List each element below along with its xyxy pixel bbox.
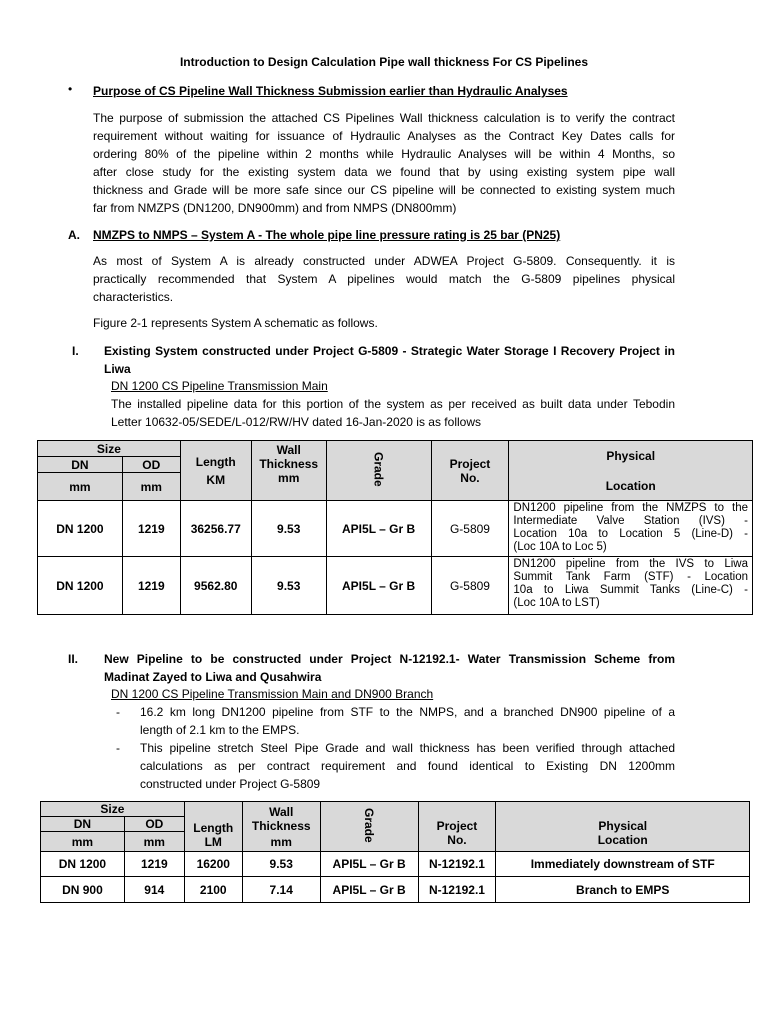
- location-cell: DN1200 pipeline from the IVS to Liwa Summit Tank Farm (STF) - Location 10a to Liwa Summit Tanks (Line-C) - (Loc 10A to LST): [509, 557, 753, 615]
- dn-unit-header: mm: [38, 473, 123, 501]
- od-header: OD: [124, 817, 184, 832]
- section-ii-marker: II.: [68, 652, 79, 666]
- size-header: Size: [38, 441, 181, 457]
- new-pipeline-table: [40, 801, 750, 903]
- section-i-heading: Existing System constructed under Project G-5809 - Strategic Water Storage I Recovery Project in Liwa: [104, 344, 675, 376]
- physical-location-header: Physical Location: [509, 441, 753, 501]
- section-i-marker: I.: [72, 344, 79, 358]
- document-title: Introduction to Design Calculation Pipe wall thickness For CS Pipelines: [179, 55, 589, 69]
- table-row: DN 900 914 2100 7.14 API5L – Gr B N-12192.1 Branch to EMPS: [41, 877, 750, 903]
- dn-header: DN: [38, 457, 123, 473]
- project-header: Project No.: [418, 802, 496, 852]
- wall-thickness-header: Wall Thickness mm: [242, 802, 320, 852]
- dn-header: DN: [41, 817, 125, 832]
- grade-header: Grade: [320, 802, 418, 852]
- section-ii-subheading: DN 1200 CS Pipeline Transmission Main and DN900 Branch: [111, 687, 434, 701]
- physical-location-header: Physical Location: [496, 802, 750, 852]
- length-header: Length LM: [184, 802, 242, 852]
- length-header: Length KM: [180, 441, 251, 501]
- table-row: DN 1200 1219 16200 9.53 API5L – Gr B N-12192.1 Immediately downstream of STF: [41, 852, 750, 877]
- purpose-heading: Purpose of CS Pipeline Wall Thickness Submission earlier than Hydraulic Analyses: [93, 84, 568, 98]
- table-row: DN 1200 1219 36256.77 9.53 API5L – Gr B G-5809 DN1200 pipeline from the NMZPS to the Intermediate Valve Station (IVS) - Location 10a to Location 5 (Line-D) - (Loc 10A to Loc 5): [38, 501, 753, 557]
- od-header: OD: [122, 457, 180, 473]
- bullet-marker: •: [68, 82, 73, 96]
- list-item: 16.2 km long DN1200 pipeline from STF to the NMPS, and a branched DN900 pipeline of a length of 2.1 km to the EMPS.: [140, 705, 675, 737]
- section-ii-heading: New Pipeline to be constructed under Project N-12192.1- Water Transmission Scheme from Madinat Zayed to Liwa and Qusahwira: [104, 652, 675, 684]
- list-item: This pipeline stretch Steel Pipe Grade and wall thickness has been verified through attached calculations as per contract requirement and found identical to Existing DN 1200mm constructed under Project G-5809: [140, 741, 675, 791]
- od-unit-header: mm: [124, 832, 184, 852]
- dash-marker: -: [116, 741, 120, 755]
- figure-note: Figure 2-1 represents System A schematic as follows.: [93, 316, 378, 330]
- section-i-subheading: DN 1200 CS Pipeline Transmission Main: [111, 379, 328, 393]
- size-header: Size: [41, 802, 185, 817]
- location-cell: DN1200 pipeline from the NMZPS to the Intermediate Valve Station (IVS) - Location 10a to Location 5 (Line-D) - (Loc 10A to Loc 5): [509, 501, 753, 557]
- od-unit-header: mm: [122, 473, 180, 501]
- purpose-paragraph: The purpose of submission the attached CS Pipelines Wall thickness calculation is to verify the contract requirement without waiting for issuance of Hydraulic Analyses as the Contract Key Dates calls for ordering 80% of the pipeline within 2 months while Hydraulic Analyses will be within 4 Months, so after close study for the existing system data we found that by using existing system pipe wall thickness and Grade will be more safe since our CS pipeline will be connected to existing system much far from NMZPS (DN1200, DN900mm) and from NMPS (DN800mm): [93, 111, 675, 215]
- table-row: DN 1200 1219 9562.80 9.53 API5L – Gr B G-5809 DN1200 pipeline from the IVS to Liwa Summit Tank Farm (STF) - Location 10a to Liwa Summit Tanks (Line-C) - (Loc 10A to LST): [38, 557, 753, 615]
- section-a-marker: A.: [68, 228, 80, 242]
- wall-thickness-header: Wall Thickness mm: [251, 441, 326, 501]
- dn-unit-header: mm: [41, 832, 125, 852]
- dash-marker: -: [116, 705, 120, 719]
- project-header: Project No.: [431, 441, 509, 501]
- section-i-paragraph: The installed pipeline data for this portion of the system as per received as built data under Tebodin Letter 10632-05/SEDE/L-012/RW/HV dated 16-Jan-2020 is as follows: [111, 397, 675, 429]
- section-a-paragraph: As most of System A is already constructed under ADWEA Project G-5809. Consequently. it is practically recommended that System A pipelines would match the G-5809 pipelines physical characteristics.: [93, 254, 675, 304]
- section-a-heading: NMZPS to NMPS – System A - The whole pipe line pressure rating is 25 bar (PN25): [93, 228, 561, 242]
- grade-header: Grade: [326, 441, 431, 501]
- existing-system-table: [37, 440, 753, 615]
